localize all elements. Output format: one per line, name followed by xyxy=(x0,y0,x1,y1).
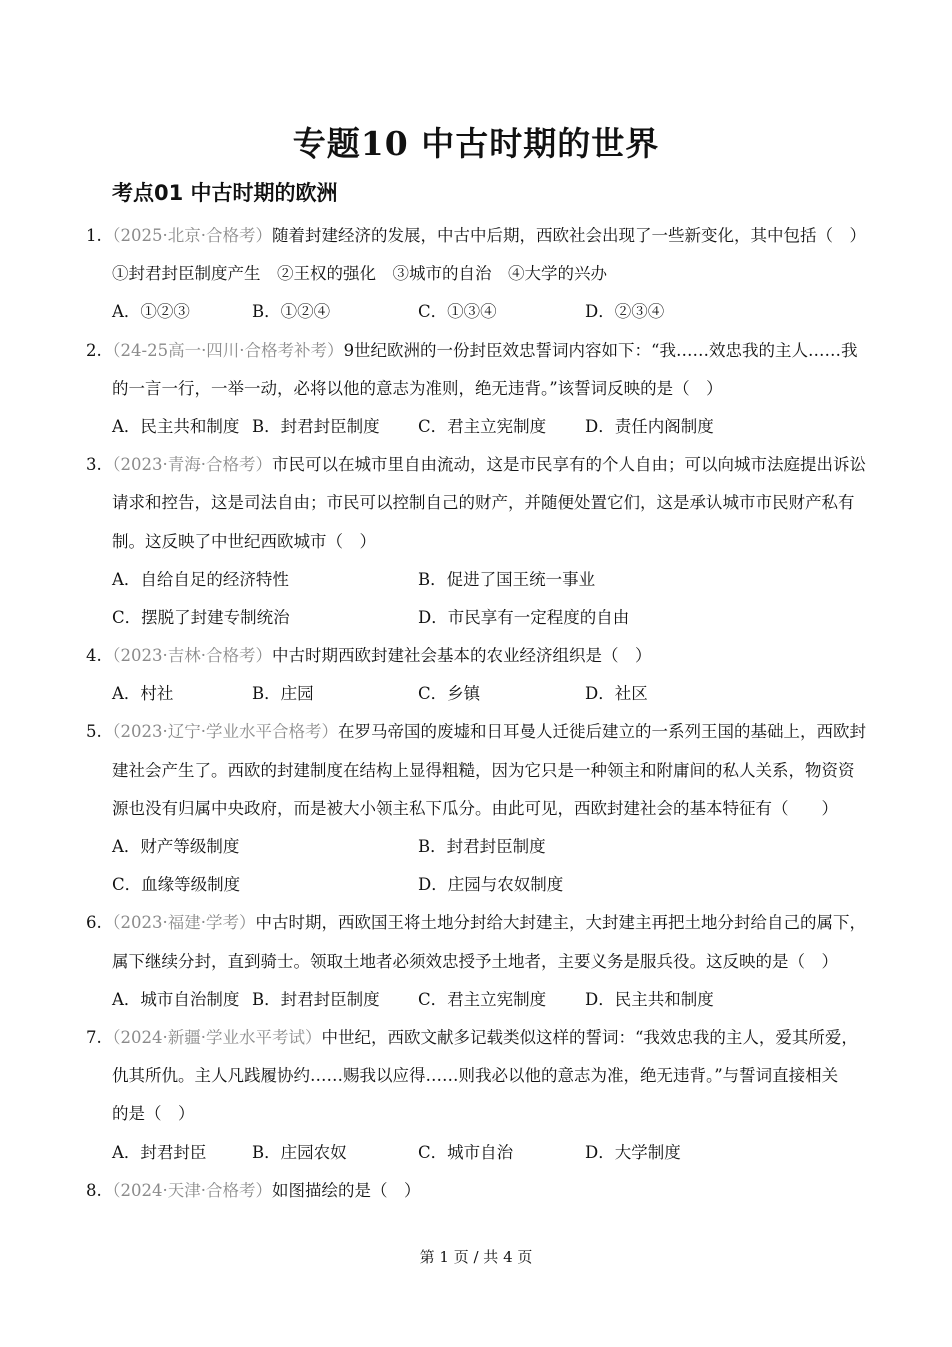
answer-option: A．财产等级制度 xyxy=(112,837,240,856)
question-line xyxy=(0,217,952,255)
question-line xyxy=(0,943,952,981)
question-line xyxy=(0,484,952,522)
option-row xyxy=(0,675,952,713)
answer-option: B．封君封臣制度 xyxy=(252,416,380,436)
answer-option: C．血缘等级制度 xyxy=(112,875,241,895)
answer-option: A．城市自治制度 xyxy=(112,989,240,1009)
answer-option: D．民主共和制度 xyxy=(585,989,714,1009)
question-text: 如图描绘的是（ ） xyxy=(271,1180,421,1200)
page-footer: 第 1 页 / 共 4 页 xyxy=(419,1248,533,1266)
question-source: （2023·吉林·合格考） xyxy=(104,646,272,666)
question-text: 源也没有归属中央政府，而是被大小领主私下瓜分。由此可见，西欧封建社会的基本特征有（ ） xyxy=(112,798,838,818)
question-number: 1. xyxy=(86,226,102,245)
question-text: 在罗马帝国的废墟和日耳曼人迁徙后建立的一系列王国的基础上，西欧封 xyxy=(337,722,866,742)
question-line xyxy=(0,790,952,828)
answer-option: D．社区 xyxy=(585,684,648,704)
question xyxy=(0,713,952,904)
question-line xyxy=(0,713,952,751)
question-line xyxy=(0,370,952,408)
question-source: （2024·新疆·学业水平考试） xyxy=(104,1027,322,1047)
question-text: 市民可以在城市里自由流动，这是市民享有的个人自由；可以向城市法庭提出诉讼 xyxy=(271,455,866,475)
answer-option: B．庄园农奴 xyxy=(252,1142,347,1162)
question-text: 随着封建经济的发展，中古中后期，西欧社会出现了一些新变化，其中包括（ ） xyxy=(271,226,866,245)
question-line xyxy=(0,1057,952,1095)
page-title: 专题10 中古时期的世界 xyxy=(292,124,660,163)
question-line xyxy=(0,1095,952,1133)
option-row xyxy=(0,866,952,904)
answer-option: C．摆脱了封建专制统治 xyxy=(112,607,290,627)
question-number: 2. xyxy=(86,340,102,360)
question xyxy=(0,637,952,713)
question-text: 中古时期，西欧国王将土地分封给大封建主，大封建主再把土地分封给自己的属下， xyxy=(255,913,866,933)
question-source: （2023·青海·合格考） xyxy=(104,455,272,475)
question-number: 6. xyxy=(86,913,102,933)
option-row xyxy=(0,981,952,1019)
answer-option: B．①②④ xyxy=(252,302,331,322)
question-line xyxy=(0,1019,952,1057)
question xyxy=(0,1019,952,1172)
question-number: 3. xyxy=(86,455,102,475)
question-line xyxy=(0,637,952,675)
section-heading: 考点01 中古时期的欧洲 xyxy=(112,181,338,205)
answer-option: B．促进了国王统一事业 xyxy=(418,569,596,589)
question-line xyxy=(0,752,952,790)
question-line xyxy=(0,332,952,370)
answer-option: C．城市自治 xyxy=(418,1142,514,1162)
question-source: （2025·北京·合格考） xyxy=(104,226,272,245)
answer-option: C．①③④ xyxy=(418,302,497,322)
question xyxy=(0,217,952,332)
answer-option: D．市民享有一定程度的自由 xyxy=(418,607,630,627)
question-text: 建社会产生了。西欧的封建制度在结构上显得粗糙，因为它只是一种领主和附庸间的私人关系，物资资 xyxy=(112,760,855,780)
option-row xyxy=(0,408,952,446)
answer-option: C．君主立宪制度 xyxy=(418,416,547,436)
answer-option: A．村社 xyxy=(112,684,174,704)
question-source: （24-25高一·四川·合格考补考） xyxy=(104,340,344,360)
answer-option: C．乡镇 xyxy=(418,684,481,704)
question-source: （2023·辽宁·学业水平合格考） xyxy=(104,722,338,742)
option-row xyxy=(0,561,952,599)
answer-option: A．民主共和制度 xyxy=(112,416,240,436)
answer-option: D．责任内阁制度 xyxy=(585,416,714,436)
answer-option: D．大学制度 xyxy=(585,1142,681,1162)
answer-option: B．庄园 xyxy=(252,684,314,704)
question-line xyxy=(0,523,952,561)
option-row xyxy=(0,828,952,866)
answer-option: A．①②③ xyxy=(112,302,190,322)
answer-option: B．封君封臣制度 xyxy=(252,989,380,1009)
question-text: 的一言一行，一举一动，必将以他的意志为准则，绝无违背。”该誓词反映的是（ ） xyxy=(112,378,723,398)
question xyxy=(0,332,952,447)
question xyxy=(0,446,952,637)
question-number: 7. xyxy=(86,1027,102,1047)
question xyxy=(0,904,952,1019)
answer-option: A．自给自足的经济特性 xyxy=(112,569,289,589)
question-source: （2024·天津·合格考） xyxy=(104,1180,272,1200)
question-text: 请求和控告，这是司法自由；市民可以控制自己的财产，并随便处置它们，这是承认城市市民财产私有 xyxy=(112,493,855,513)
option-row xyxy=(0,599,952,637)
question-number: 5. xyxy=(86,722,102,742)
question-text: 仇其所仇。主人凡践履协约……赐我以应得……则我必以他的意志为准，绝无违背。”与誓词直接相关 xyxy=(112,1066,839,1086)
question-line xyxy=(0,255,952,293)
answer-option: D．②③④ xyxy=(585,302,665,322)
answer-option: A．封君封臣 xyxy=(112,1142,207,1162)
question-number: 8. xyxy=(86,1180,102,1200)
option-row xyxy=(0,1134,952,1172)
question-line xyxy=(0,1172,952,1210)
question-text: 属下继续分封，直到骑士。领取土地者必须效忠授予土地者，主要义务是服兵役。这反映的是（ ） xyxy=(112,951,838,971)
question xyxy=(0,1172,952,1210)
question-text: 的是（ ） xyxy=(112,1104,195,1124)
question-number: 4. xyxy=(86,646,102,666)
question-line xyxy=(0,446,952,484)
answer-option: C．君主立宪制度 xyxy=(418,989,547,1009)
question-line xyxy=(0,904,952,942)
question-text: 9世纪欧洲的一份封臣效忠誓词内容如下：“我……效忠我的主人……我 xyxy=(343,340,858,360)
option-row xyxy=(0,293,952,331)
question-text: 中古时期西欧封建社会基本的农业经济组织是（ ） xyxy=(271,646,652,666)
question-text: 中世纪，西欧文献多记载类似这样的誓词：“我效忠我的主人，爱其所爱， xyxy=(321,1027,858,1047)
question-text: ①封君封臣制度产生 ②王权的强化 ③城市的自治 ④大学的兴办 xyxy=(112,264,607,284)
answer-option: B．封君封臣制度 xyxy=(418,837,546,856)
answer-option: D．庄园与农奴制度 xyxy=(418,875,564,895)
question-list xyxy=(0,217,952,1210)
question-source: （2023·福建·学考） xyxy=(104,913,256,933)
question-text: 制。这反映了中世纪西欧城市（ ） xyxy=(112,531,376,551)
